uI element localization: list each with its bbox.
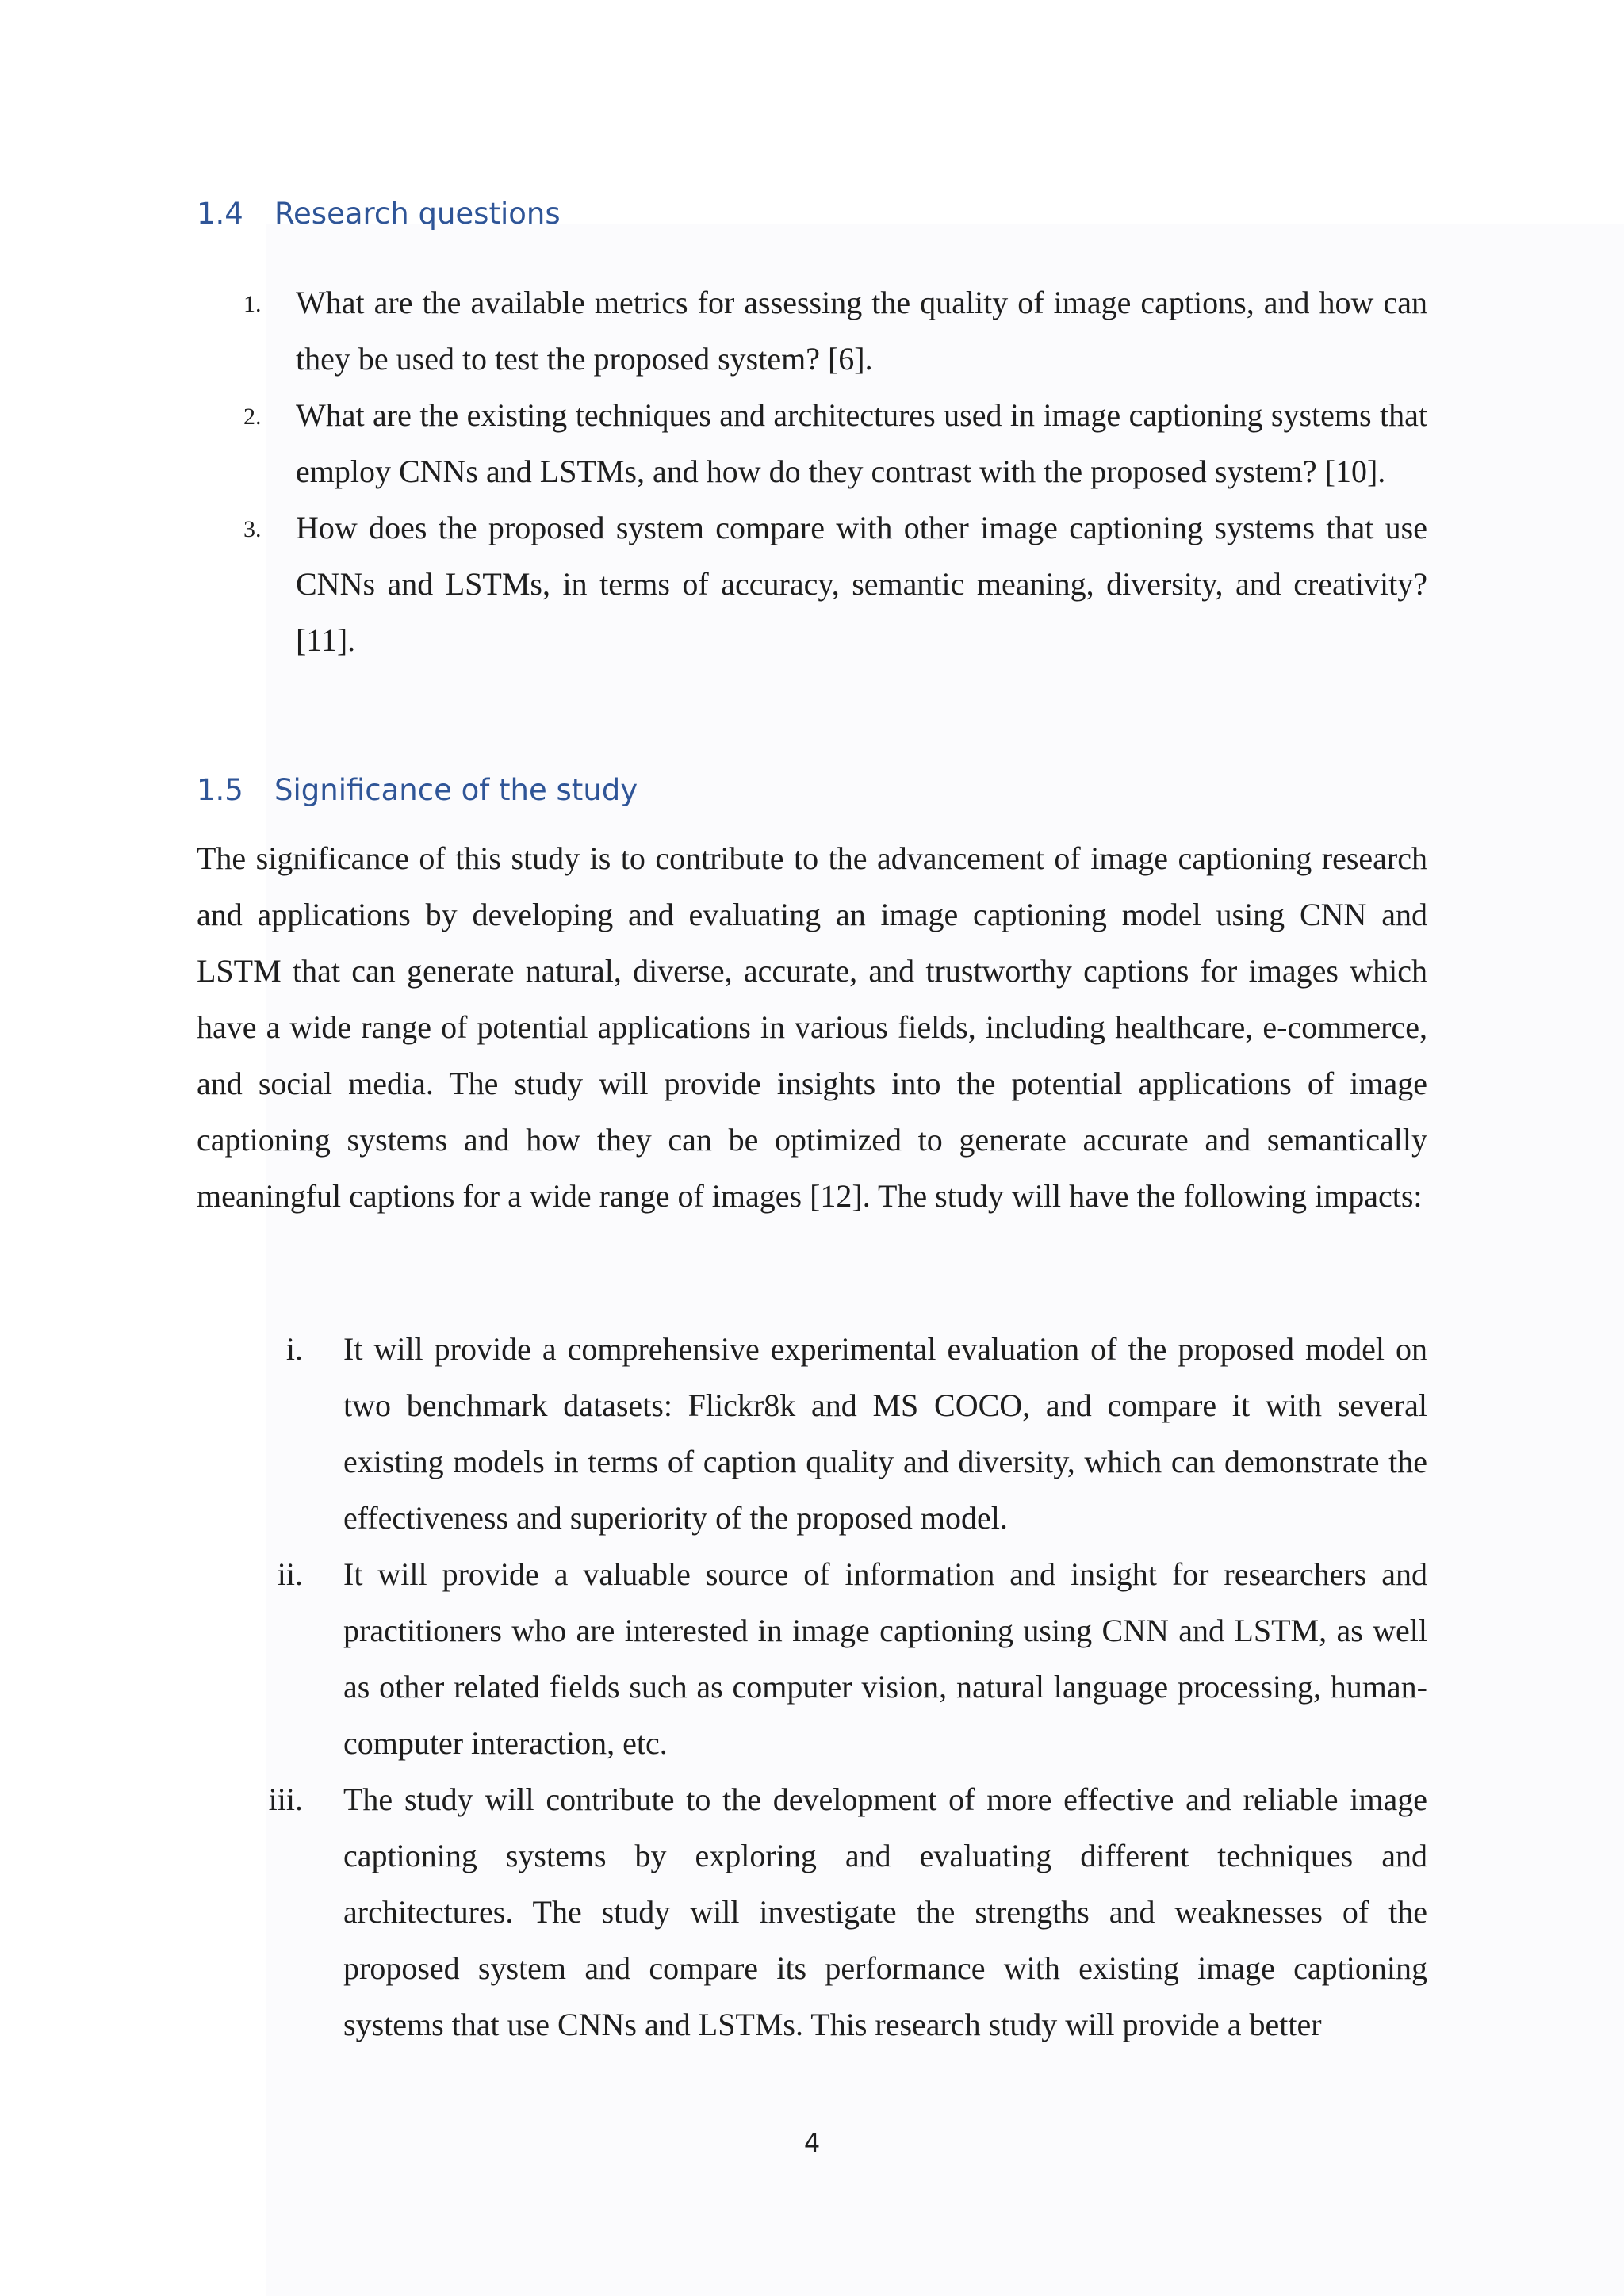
list-item bbox=[197, 1546, 1427, 1771]
list-item bbox=[197, 1771, 1427, 2053]
section-heading-research-questions bbox=[197, 197, 561, 231]
significance-paragraph: The significance of this study is to contribute to the advancement of image captioning research and applications by developing and evaluating an image captioning model using CNN and LSTM that can generate natural, diverse, accurate, and trustworthy captions for images which have a wide range of potential applications in various fields, including healthcare, e-commerce, and social media. The study will provide insights into the potential applications of image captioning systems and how they can be optimized to generate accurate and semantically meaningful captions for a wide range of images [12]. The study will have the following impacts: bbox=[197, 840, 1427, 1214]
section-number: 1.5 bbox=[197, 773, 243, 807]
list-item-text: It will provide a valuable source of information and insight for researchers and practitioners who are interested in image captioning using CNN and LSTM, as well as other related fields such as computer vision, natural language processing, human-computer interaction, etc. bbox=[343, 1556, 1427, 1761]
impacts-list bbox=[197, 1321, 1427, 2053]
section-number: 1.4 bbox=[197, 197, 243, 231]
list-item-text: How does the proposed system compare with other image captioning systems that use CNNs and LSTMs, in terms of accuracy, semantic meaning, diversity, and creativity? [11]. bbox=[296, 510, 1427, 658]
page-number: 4 bbox=[803, 2128, 821, 2158]
list-item bbox=[197, 499, 1427, 668]
list-item-text: The study will contribute to the development of more effective and reliable image captioning systems by exploring and evaluating different techniques and architectures. The study will investigate the strengths and weaknesses of the proposed system and compare its performance with existing image captioning systems that use CNNs and LSTMs. This research study will provide a better bbox=[343, 1781, 1427, 2042]
list-marker: 3. bbox=[243, 516, 262, 542]
list-item-text: It will provide a comprehensive experimental evaluation of the proposed model on two benchmark datasets: Flickr8k and MS COCO, and compare it with several existing models in terms of caption quality and diversity, which can demonstrate the effectiveness and superiority of the proposed model. bbox=[343, 1331, 1427, 1536]
section-heading-significance bbox=[197, 773, 638, 807]
list-item bbox=[197, 1321, 1427, 1546]
section-title: Research questions bbox=[274, 197, 561, 231]
list-item bbox=[197, 387, 1427, 499]
section-title: Significance of the study bbox=[274, 773, 638, 807]
research-questions-list bbox=[197, 274, 1427, 668]
list-item bbox=[197, 274, 1427, 387]
list-marker: iii. bbox=[268, 1781, 303, 1817]
list-item-text: What are the existing techniques and architectures used in image captioning systems that employ CNNs and LSTMs, and how do they contrast with the proposed system? [10]. bbox=[296, 397, 1427, 489]
list-item-text: What are the available metrics for assessing the quality of image captions, and how can they be used to test the proposed system? [6]. bbox=[296, 285, 1427, 377]
list-marker: ii. bbox=[277, 1556, 303, 1592]
list-marker: 2. bbox=[243, 404, 262, 430]
list-marker: 1. bbox=[243, 291, 262, 317]
list-marker: i. bbox=[285, 1331, 303, 1367]
